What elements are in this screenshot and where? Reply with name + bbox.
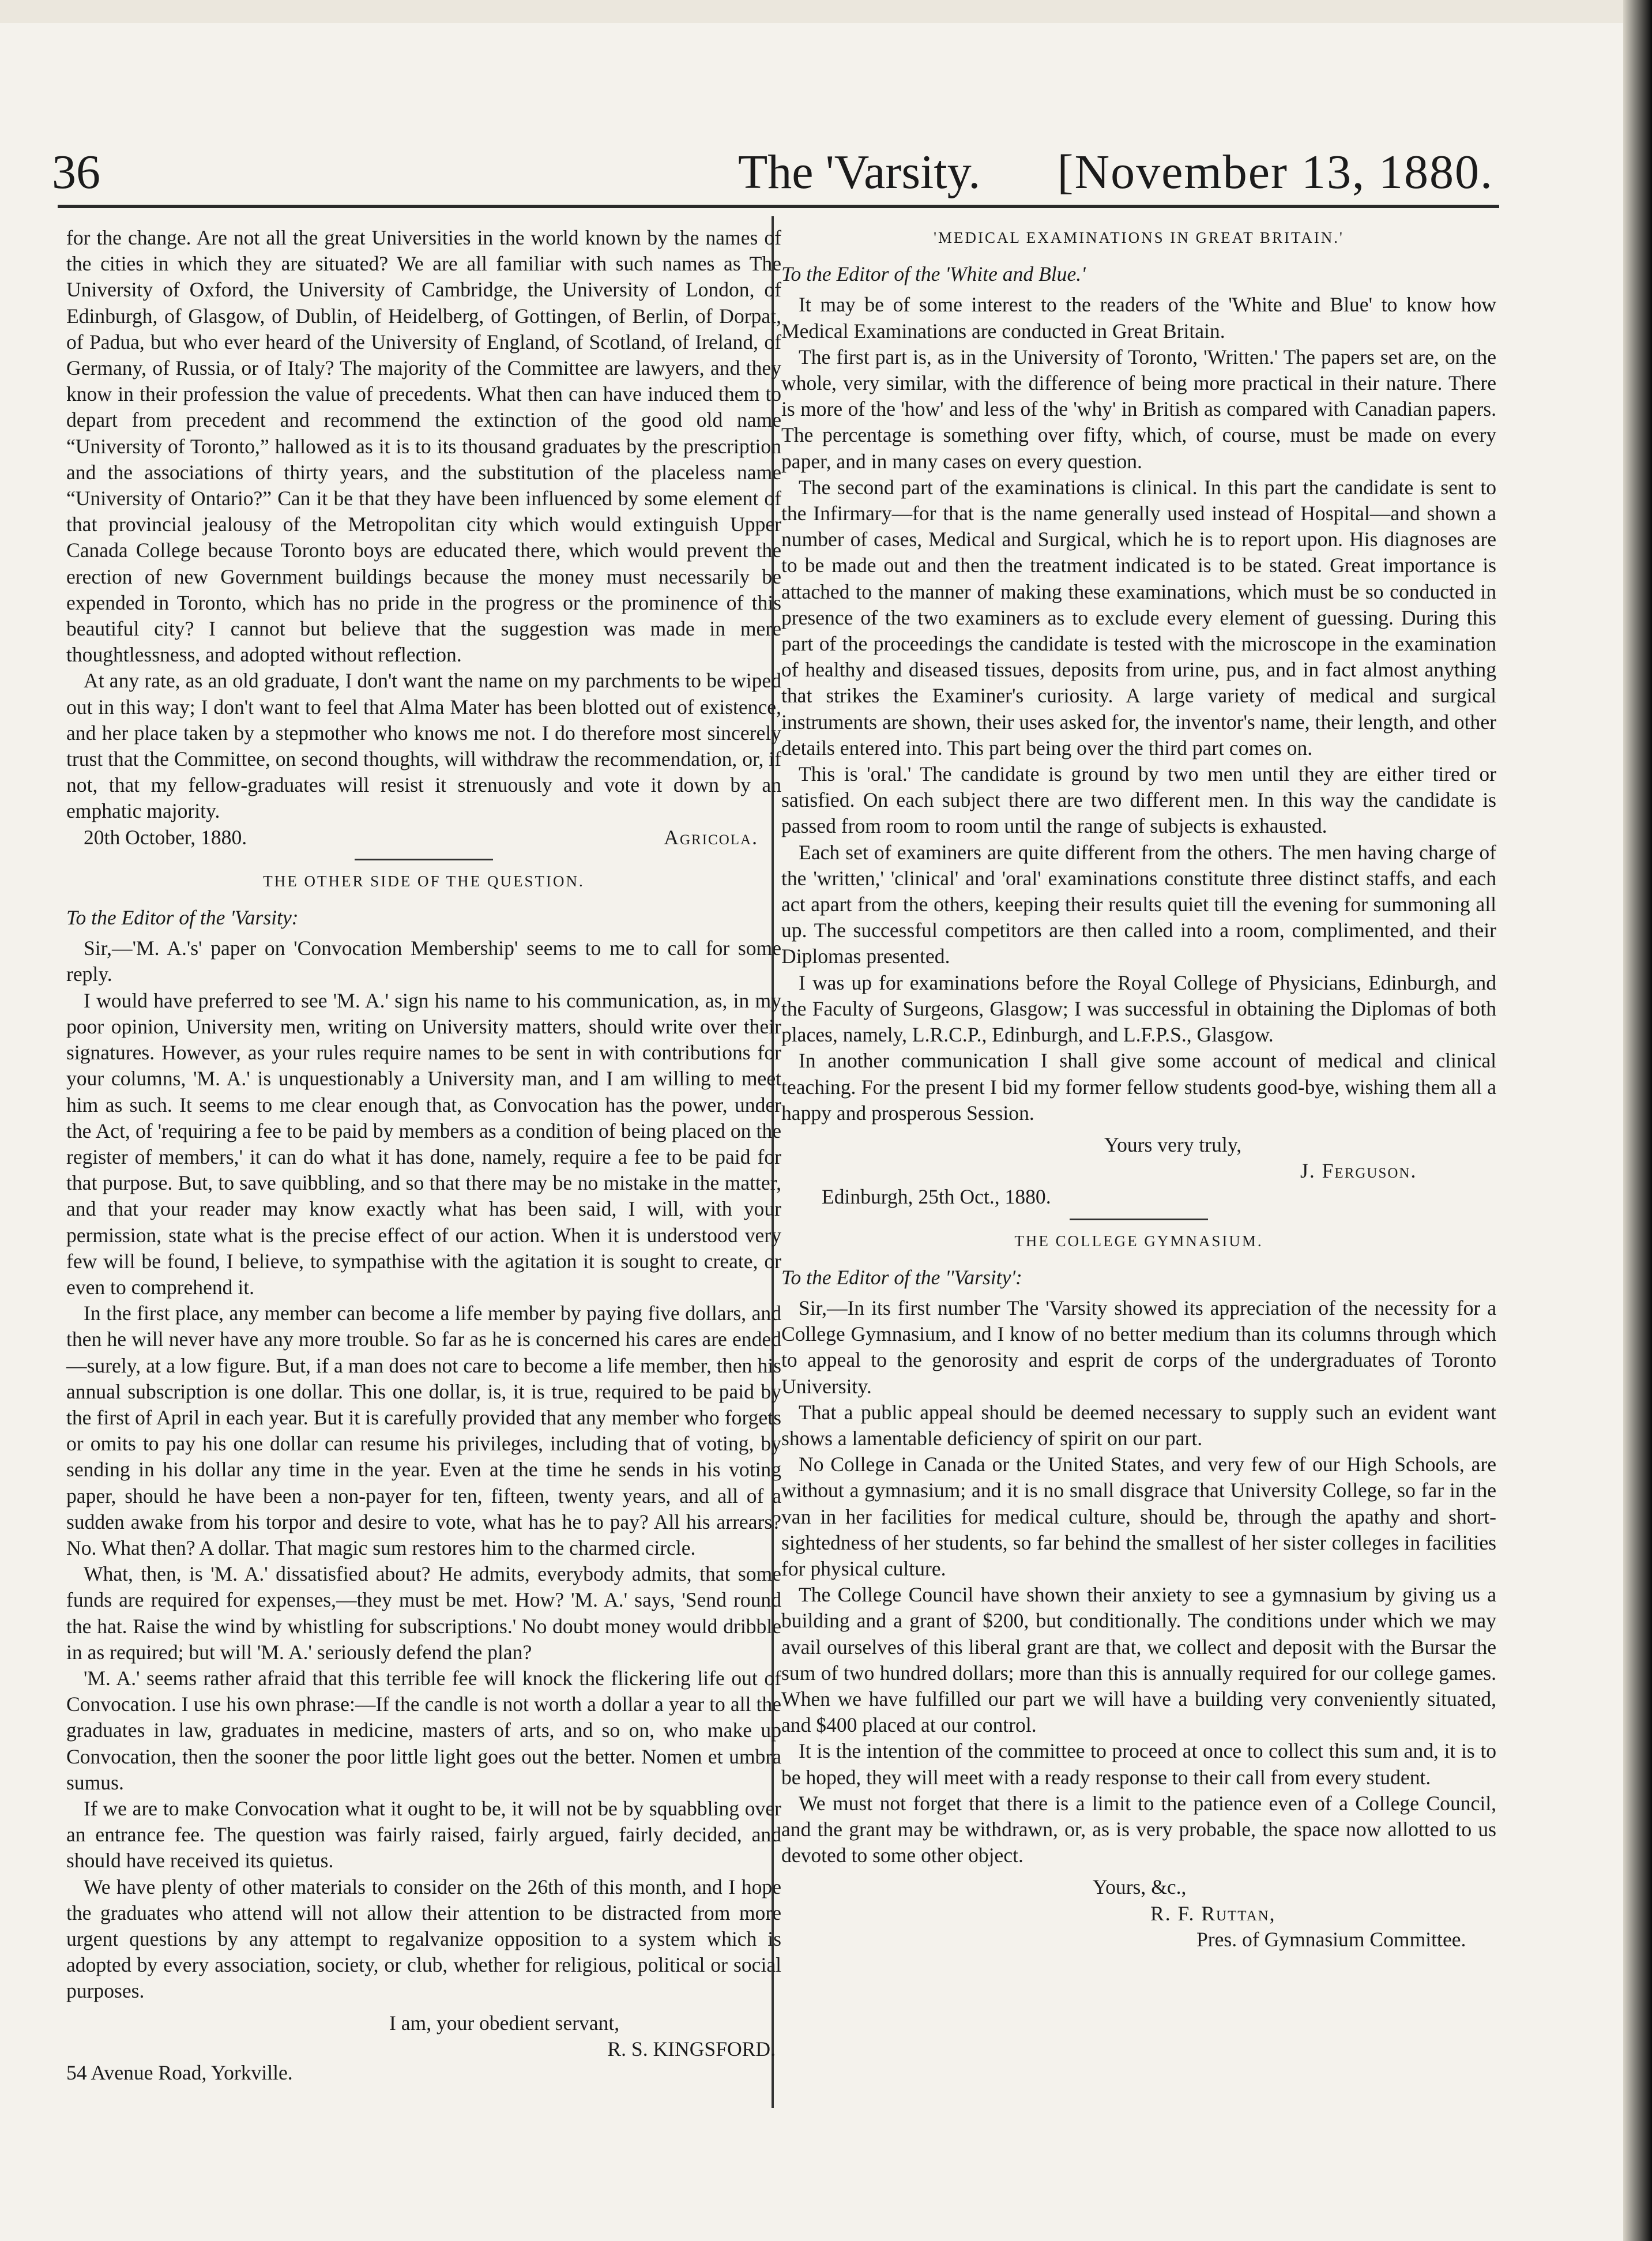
section-rule <box>355 859 493 860</box>
right-column <box>781 225 1496 1953</box>
article-paragraph: If we are to make Convocation what it ought to be, it will not be by squabbling over an entrance fee. The question was fairly raised, fairly argued, fairly decided, and should have received its quietus. <box>66 1796 781 1872</box>
article-paragraph: The second part of the examinations is clinical. In this part the candidate is sent to the Infirmary—for that is the name generally used instead of Hospital—and shown a number of cases, Medical and Surgical, which he is to report upon. His diagnoses are to be made out and then the treatment indicated is to be stated. Great importance is attached to the manner of making these examinations, which must be so conducted in presence of the two examiners as to exclude every element of guessing. During this part of the proceedings the candidate is tested with the microscope in the examination of healthy and diseased tissues, deposits from urine, pus, and in fact almost anything that strikes the Examiner's curiosity. A large variety of medical and surgical instruments are shown, their uses asked for, the inventor's name, their length, and other details entered into. This part being over the third part comes on. <box>781 475 1496 759</box>
section-rule <box>1070 1219 1208 1220</box>
article-paragraph: In the first place, any member can become a life member by paying five dollars, and then he will never have any more trouble. So far as he is concerned his cares are ended—surely, at a low figure. But, if a man does not care to become a life member, then his annual subscription is one dollar. This one dollar, is, it is true, required to be paid by the first of April in each year. But it is carefully provided that any member who forgets or omits to pay his one dollar can resume his privileges, including that of voting, by sending in his dollar any time in the year. Even at the time he sends in his voting paper, should he have been a non-payer for ten, fifteen, twenty years, and all of a sudden awake from his torpor and desire to vote, what has he to pay? All his arrears? No. What then? A dollar. That magic sum restores him to the charmed circle. <box>66 1302 781 1559</box>
section-heading: THE COLLEGE GYMNASIUM. <box>1014 1232 1263 1250</box>
article-paragraph: That a public appeal should be deemed necessary to supply such an evident want shows a lamentable deficiency of spirit on our part. <box>781 1400 1496 1450</box>
article-paragraph: The first part is, as in the University of Toronto, 'Written.' The papers set are, on the whole, very similar, with the difference of being more practical in their nature. There is more of the 'how' and less of the 'why' in British as compared with Canadian papers. The percentage is something over fifty, which, of course, must be made on every paper, and in many cases on every question. <box>781 345 1496 473</box>
letter-signature: R. S. KINGSFORD. <box>607 2037 776 2060</box>
article-paragraph: Sir,—In its first number The 'Varsity showed its appreciation of the necessity for a College Gymnasium, and I know of no better medium than its columns through which to appeal to the genorosity and esprit de corps of the undergraduates of Toronto University. <box>781 1296 1496 1398</box>
section-heading: THE OTHER SIDE OF THE QUESTION. <box>263 872 585 890</box>
left-column <box>66 225 781 2086</box>
article-paragraph: The College Council have shown their anxiety to see a gymnasium by giving us a building and a grant of $200, but conditionally. The conditions under which we may avail ourselves of this liberal grant are that, we collect and deposit with the Bursar the sum of two hundred dollars; more than this is annually required for our college games. When we have fulfilled our part we will have a building very conveniently situated, and $400 placed at our control. <box>781 1583 1496 1737</box>
article-paragraph: 'M. A.' seems rather afraid that this terrible fee will knock the flickering life out of Convocation. I use his own phrase:—If the candle is not worth a dollar a year to all the graduates in law, graduates in medicine, masters of arts, and so on, who make up Convocation, then the sooner the poor little light goes out the better. Nomen et umbra sumus. <box>66 1666 781 1794</box>
letter-salutation: To the Editor of the 'Varsity: <box>66 906 299 930</box>
letter-salutation: To the Editor of the 'White and Blue.' <box>781 262 1086 286</box>
signatory-title: Pres. of Gymnasium Committee. <box>1196 1927 1466 1951</box>
article-paragraph: Each set of examiners are quite different from the others. The men having charge of the 'written,' 'clinical' and 'oral' examinations constitute three distinct staffs, and each act apart from the others, keeping their results quiet till the evening for summoning all up. The successful competitors are then called into a room, complimented, and their Diplomas presented. <box>781 840 1496 968</box>
article-paragraph: We must not forget that there is a limit to the patience even of a College Council, and the grant may be withdrawn, or, as is very probable, the space now allotted to us devoted to some other object. <box>781 1791 1496 1867</box>
masthead-title: The 'Varsity. <box>738 145 981 199</box>
letter-date: 20th October, 1880. <box>84 825 247 849</box>
letter-closing: I am, your obedient servant, <box>389 2011 620 2035</box>
article-paragraph: No College in Canada or the United States, and very few of our High Schools, are without a gymnasium; and it is no small disgrace that University College, so far in the van in her facilities for medical culture, should be, through the apathy and short-sightedness of her students, so far behind the smallest of her sister colleges in facilities for physical culture. <box>781 1453 1496 1580</box>
letter-closing: Yours, &c., <box>1093 1875 1187 1899</box>
sender-address: 54 Avenue Road, Yorkville. <box>66 2061 293 2085</box>
article-paragraph: In another communication I shall give some account of medical and clinical teaching. For the present I bid my former fellow students good-bye, wishing them all a happy and prosperous Session. <box>781 1049 1496 1125</box>
article-paragraph: I was up for examinations before the Royal College of Physicians, Edinburgh, and the Faculty of Surgeons, Glasgow; I was successful in obtaining the Diplomas of both places, namely, L.R.C.P., Edinburgh, and L.F.P.S., Glasgow. <box>781 971 1496 1047</box>
article-paragraph: It is the intention of the committee to proceed at once to collect this sum and, it is to be hoped, they will meet with a ready response to their call from every student. <box>781 1739 1496 1789</box>
article-paragraph: At any rate, as an old graduate, I don't want the name on my parchments to be wiped out in this way; I don't want to feel that Alma Mater has been blotted out of existence, and her place taken by a stepmother who knows me not. I do therefore most sincerely trust that the Committee, on second thoughts, will withdraw the recommendation, or, if not, that my fellow-graduates will resist it strenuously and vote it down by an emphatic majority. <box>66 669 781 823</box>
scan-edge-right <box>1623 0 1652 2241</box>
article-paragraph: What, then, is 'M. A.' dissatisfied about? He admits, everybody admits, that some funds are required for expenses,—they must be met. How? 'M. A.' says, 'Send round the hat. Raise the wind by whistling for subscriptions.' No doubt money would dribble in as required; but will 'M. A.' seriously defend the plan? <box>66 1562 781 1664</box>
issue-date: [November 13, 1880. <box>1057 145 1493 199</box>
article-paragraph: We have plenty of other materials to consider on the 26th of this month, and I hope the graduates who attend will not allow their attention to be distracted from more urgent questions by any attempt to regalvanize opposition to a system which is adopted by every association, society, or club, whether for religious, political or social purposes. <box>66 1875 781 2003</box>
letter-signature: J. Ferguson. <box>1300 1159 1417 1183</box>
letter-signature: R. F. Ruttan, <box>1150 1901 1276 1925</box>
article-paragraph: I would have preferred to see 'M. A.' sign his name to his communication, as, in my poor opinion, University men, writing on University matters, should write over their signatures. However, as your rules require names to be sent in with contributions for your columns, 'M. A.' is unquestionably a University man, and I am willing to meet him as such. It seems to me clear enough that, as Convocation has the power, under the Act, of 'requiring a fee to be paid by members as a condition of being placed on the register of members,' it can do what it has done, namely, require a fee to be paid for that purpose. But, to save quibbling, and so that there may be no mistake in the matter, and that your reader may know exactly what has been said, I will, with your permission, state what is the precise effect of our action. When it is understood very few will be found, I believe, to sympathise with the agitation it is sought to create, or even to comprehend it. <box>66 988 781 1299</box>
letter-date: Edinburgh, 25th Oct., 1880. <box>822 1185 1051 1209</box>
page-header <box>52 133 1493 199</box>
header-rule <box>58 205 1499 208</box>
agricola-signoff <box>66 825 781 851</box>
page-number: 36 <box>52 145 100 199</box>
letter-salutation: To the Editor of the ''Varsity': <box>781 1265 1022 1289</box>
article-paragraph: for the change. Are not all the great Universities in the world known by the names of the cities in which they are situated? We are all familiar with such names as The University of Oxford, the University of Cambridge, the University of London, of Edinburgh, of Glasgow, of Dublin, of Heidelberg, of Gottingen, of Berlin, of Dorpat, of Padua, but who ever heard of the University of England, of Scotland, of Ireland, of Germany, of Russia, or of Italy? The majority of the Committee are lawyers, and they know in their profession the value of precedents. What then can have induced them to depart from precedent and recommend the extinction of the good old name “University of Toronto,” hallowed as it is to its thousand graduates by the prescription and the associations of thirty years, and the substitution of the placeless name “University of Ontario?” Can it be that they have been influenced by some element of that provincial jealousy of the Metropolitan city which would extinguish Upper Canada College because Toronto boys are educated there, which would prevent the erection of new Government buildings because the money must necessarily be expended in Toronto, which has no pride in the progress or the prominence of this beautiful city? I cannot but believe that the suggestion was made in mere thoughtlessness, and adopted without reflection. <box>66 226 781 667</box>
article-paragraph: This is 'oral.' The candidate is ground by two men until they are either tired or satisfied. On each subject there are two different men. In this way the candidate is passed from room to room until the range of subjects is exhausted. <box>781 762 1496 838</box>
letter-signature: Agricola. <box>664 825 758 849</box>
section-heading: 'MEDICAL EXAMINATIONS IN GREAT BRITAIN.' <box>934 229 1344 246</box>
article-paragraph: Sir,—'M. A.'s' paper on 'Convocation Membership' seems to me to call for some reply. <box>66 937 781 986</box>
article-paragraph: It may be of some interest to the readers of the 'White and Blue' to know how Medical Examinations are conducted in Great Britain. <box>781 293 1496 343</box>
letter-closing: Yours very truly, <box>1104 1133 1242 1156</box>
scan-edge-top <box>0 0 1652 23</box>
